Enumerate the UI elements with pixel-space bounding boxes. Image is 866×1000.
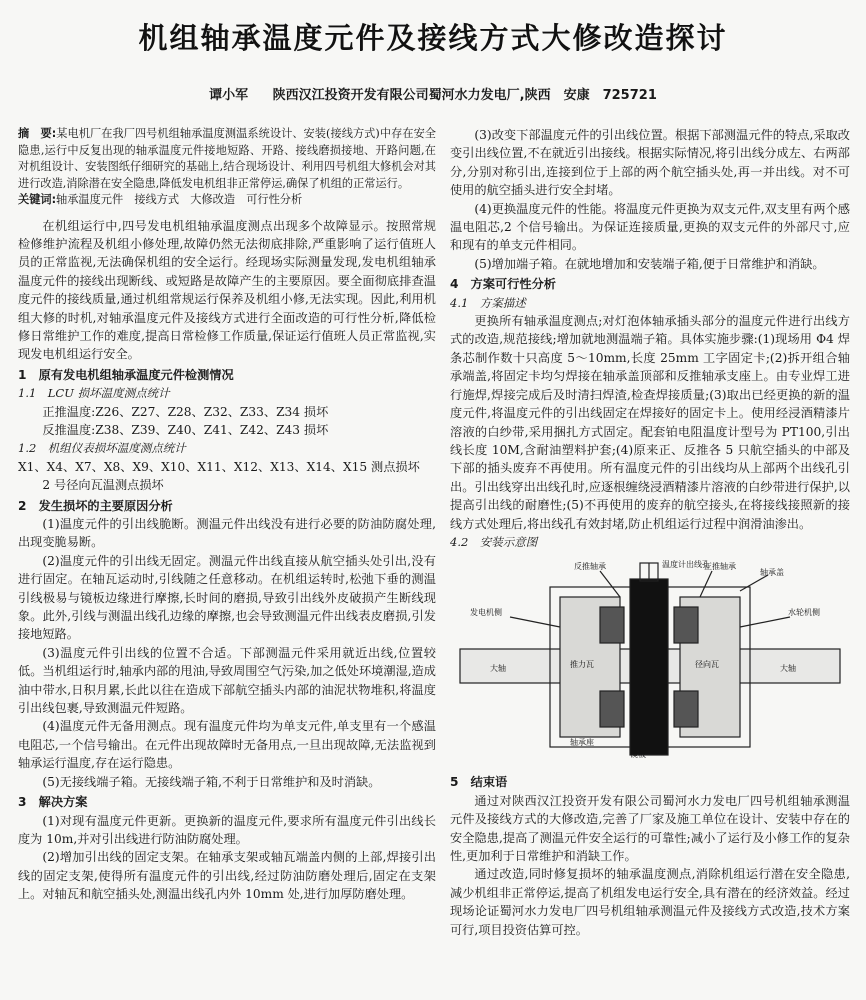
label-radial-pad: 径向瓦 (695, 660, 719, 670)
keywords-text: 轴承温度元件 接线方式 大修改造 可行性分析 (56, 193, 303, 206)
abstract-label: 摘 要: (18, 127, 57, 140)
section-4-1-para: 更换所有轴承温度测点;对灯泡体轴承插头部分的温度元件进行出线方式的改造,规范接线;增加就地测温端子箱。具体实施步骤:(1)现场用 Φ4 焊条芯制作数十只高度 5～10mm,长度 25mm 工字固定卡;(2)拆开组合轴承端盖,将固定卡均匀焊接在轴承盖顶部和反推轴承支座上。由专业焊工进行施焊,焊接完成后及时清扫焊渣,检查焊接质量;(3)取出已经更换的新的温度元件,将温度元件的引出线固定在焊接好的固定卡上。使用经浸酒精漆片溶液的白纱带,采用捆扎方式固定。配套铂电阻温度计型号为 PT100,引出线长度 10M,含耐油塑料护套;(4)原来正、反推各 5 只航空插头的中部及下部的插头废弃不再使用。所有温度元件的引出线均从上部两个出线孔引出。引出线穿出出线孔时,应逐根缠绕浸酒精漆片溶液的白纱带进行保护,以提高引出线的耐磨性;(5)不再使用的废弃的航空接头,在将接线接照新的接线方式处理后,将出线孔有效封堵,防止机组运行过程中润滑油渗出。 (450, 314, 850, 531)
label-shaft-left: 大轴 (490, 664, 506, 674)
section-3-para-2: (2)增加引出线的固定支架。在轴承支架或轴瓦端盖内侧的上部,焊接引出线的固定支架,使得所有温度元件的引出线,经过防油防磨处理后,固定在支架上。对轴瓦和航空插头处,测温出线孔内外 10mm 处,进行加厚防磨处理。 (18, 850, 436, 902)
intro-paragraph: 在机组运行中,四号发电机组轴承温度测点出现多个故障显示。按照常规检修维护流程及机组小修处理,故障仍然无法彻底排除,严重影响了运行值班人员的正常监视,无法确保机组的安全运行。经现场实际测量发现,发电机组轴承温度元件的接线出现断线、或短路是故障产生的主要原因。要全面彻底排查温度元件的接线质量,通过机组常规运行保养及机组小修,无法实现。因此,利用机组大修的时机,对轴承温度元件及接线方式进行全面改造的可行性分析,降低检修日常维护工作的难度,提高日常检修工作质量,保证运行值班人员正常监视,实现发电机组运行安全。 (18, 218, 436, 362)
section-1-1-heading: 1.1 LCU 损坏温度测点统计 (18, 386, 170, 401)
section-3-para-1: (1)对现有温度元件更新。更换新的温度元件,要求所有温度元件引出线长度为 10m,并对引出线进行防油防腐处理。 (18, 813, 436, 846)
abstract (18, 126, 436, 192)
thrust-pad-upper-right (674, 607, 698, 643)
abstract-text: 某电机厂在我厂四号机组轴承温度测温系统设计、安装(接线方式)中存在安全隐患,运行中反复出现的轴承温度元件接地短路、开路、接线磨损接地、开路问题,在对机组设计、安装图纸仔细研究的基础上,结合现场设计、利用四号机组大修机会对其进行改造,消除潜在安全隐患,降低发电机组非正常停运,确保了机组的正常运行。 (18, 127, 436, 190)
section-5-para-2: 通过改造,同时修复损坏的轴承温度测点,消除机组运行潜在安全隐患,减少机组非正常停运,提高了机组发电运行安全,具有潜在的经济效益。经过现场论证蜀河水力发电厂四号机组轴承测温元件及接线方式改造,技术方案可行,项目投资估算可控。 (450, 867, 850, 937)
section-2-para-5: (5)无接线端子箱。无接线端子箱,不利于日常维护和及时消缺。 (42, 774, 381, 789)
label-turbine-side: 水轮机侧 (788, 608, 820, 618)
section-3-para-3: (3)改变下部温度元件的引出线位置。根据下部测温元件的特点,采取改变引出线位置,不在就近引出接线。根据实际情况,将引出线分成左、右两部分,分别对称引出,连接到位于上部的两个航空插头处,再一并出线。对不可使用的航空插头进行安全封堵。 (450, 128, 850, 198)
section-2-para-3: (3)温度元件引出线的位置不合适。下部测温元件采用就近出线,位置较低。当机组运行时,轴承内部的甩油,导致周围空气污染,加之低处环境潮湿,造成油中带水,日积月累,长此以往在造成下部航空插头内部的油泥状物堆积,将温度引出线包裹,导致测温元件短路。 (18, 645, 436, 716)
section-5-para-1: 通过对陕西汉江投资开发有限公司蜀河水力发电厂四号机组轴承测温元件及接线方式的大修改造,完善了厂家及施工单位在设计、安装中存在的安全隐患,提高了测温元件安全运行的可靠性;减小了运行及小修工作的复杂性,更加利于日常维护和消缺工作。 (450, 793, 850, 863)
section-4-heading: 4 方案可行性分析 (450, 277, 556, 292)
section-1-heading: 1 原有发电机组轴承温度元件检测情况 (18, 367, 234, 382)
paper-title: 机组轴承温度元件及接线方式大修改造探讨 (138, 21, 728, 55)
keywords-label: 关键词: (18, 193, 57, 206)
label-bearing-seat: 轴承座 (570, 738, 594, 748)
label-forward-bearing: 正推轴承 (704, 562, 736, 572)
section-1-2-item-a: X1、X4、X7、X8、X9、X10、X11、X12、X13、X14、X15 测点损坏 (18, 459, 420, 474)
section-2-para-1: (1)温度元件的引出线脆断。测温元件出线没有进行必要的防油防腐处理,出现变脆易断。 (18, 517, 436, 550)
section-3-para-4: (4)更换温度元件的性能。将温度元件更换为双支元件,双支里有两个感温电阻芯,2 个信号输出。为保证连接质量,更换的双支元件的外部尺寸,应和现有的单支元件相同。 (450, 201, 850, 253)
section-1-1-item-a: 正推温度:Z26、Z27、Z28、Z32、Z33、Z34 损坏 (42, 404, 329, 419)
label-outlet-hole: 温度计出线孔 (662, 560, 710, 570)
label-reverse-bearing: 反推轴承 (574, 562, 606, 572)
section-3-heading: 3 解决方案 (18, 795, 88, 810)
author-affiliation: 陕西汉江投资开发有限公司蜀河水力发电厂,陕西 安康 725721 (272, 88, 657, 103)
author-line (0, 84, 866, 103)
section-2-para-4: (4)温度元件无备用测点。现有温度元件均为单支元件,单支里有一个感温电阻芯,一个信号输出。在元件出现故障时无备用点,一旦出现故障,无法监视到轴承运行温度,存在运行隐患。 (18, 719, 436, 771)
section-2-heading: 2 发生损坏的主要原因分析 (18, 498, 173, 513)
label-shaft-right: 大轴 (780, 664, 796, 674)
section-3-para-5: (5)增加端子箱。在就地增加和安装端子箱,便于日常维护和消缺。 (474, 256, 825, 271)
label-bearing-cover: 轴承盖 (760, 568, 784, 578)
section-1-2-heading: 1.2 机组仪表损坏温度测点统计 (18, 441, 186, 456)
thrust-pad-lower-left (600, 691, 624, 727)
thrust-pad-upper-left (600, 607, 624, 643)
installation-diagram-svg (450, 557, 850, 767)
section-5-heading: 5 结束语 (450, 775, 508, 790)
thrust-pad-lower-right (674, 691, 698, 727)
section-2-para-2: (2)温度元件的引出线无固定。测温元件出线直接从航空插头处引出,没有进行固定。在轴瓦运动时,引线随之任意移动。在机组运转时,松弛下垂的测温引线极易与镜板边缘进行摩擦,长时间的磨损,导致引出线外皮破损产生断线现象。此外,引线与测温出线孔边缘的摩擦,也会导致测温元件出线表皮磨损,引发接地短路。 (18, 553, 436, 642)
installation-diagram (450, 557, 850, 767)
mirror-plate (630, 579, 668, 755)
label-generator-side: 发电机侧 (470, 608, 502, 618)
right-column (450, 126, 850, 939)
section-1-2-item-b: 2 号径向瓦温测点损坏 (42, 478, 164, 493)
left-column (18, 126, 436, 904)
section-4-1-heading: 4.1 方案描述 (450, 295, 526, 310)
keywords (18, 192, 436, 209)
section-4-2-heading: 4.2 安装示意图 (450, 534, 538, 549)
author-name: 谭小军 (209, 88, 249, 103)
label-mirror-plate: 镜板 (630, 750, 646, 760)
label-thrust-pad: 推力瓦 (570, 660, 594, 670)
section-1-1-item-b: 反推温度:Z38、Z39、Z40、Z41、Z42、Z43 损坏 (42, 422, 329, 437)
